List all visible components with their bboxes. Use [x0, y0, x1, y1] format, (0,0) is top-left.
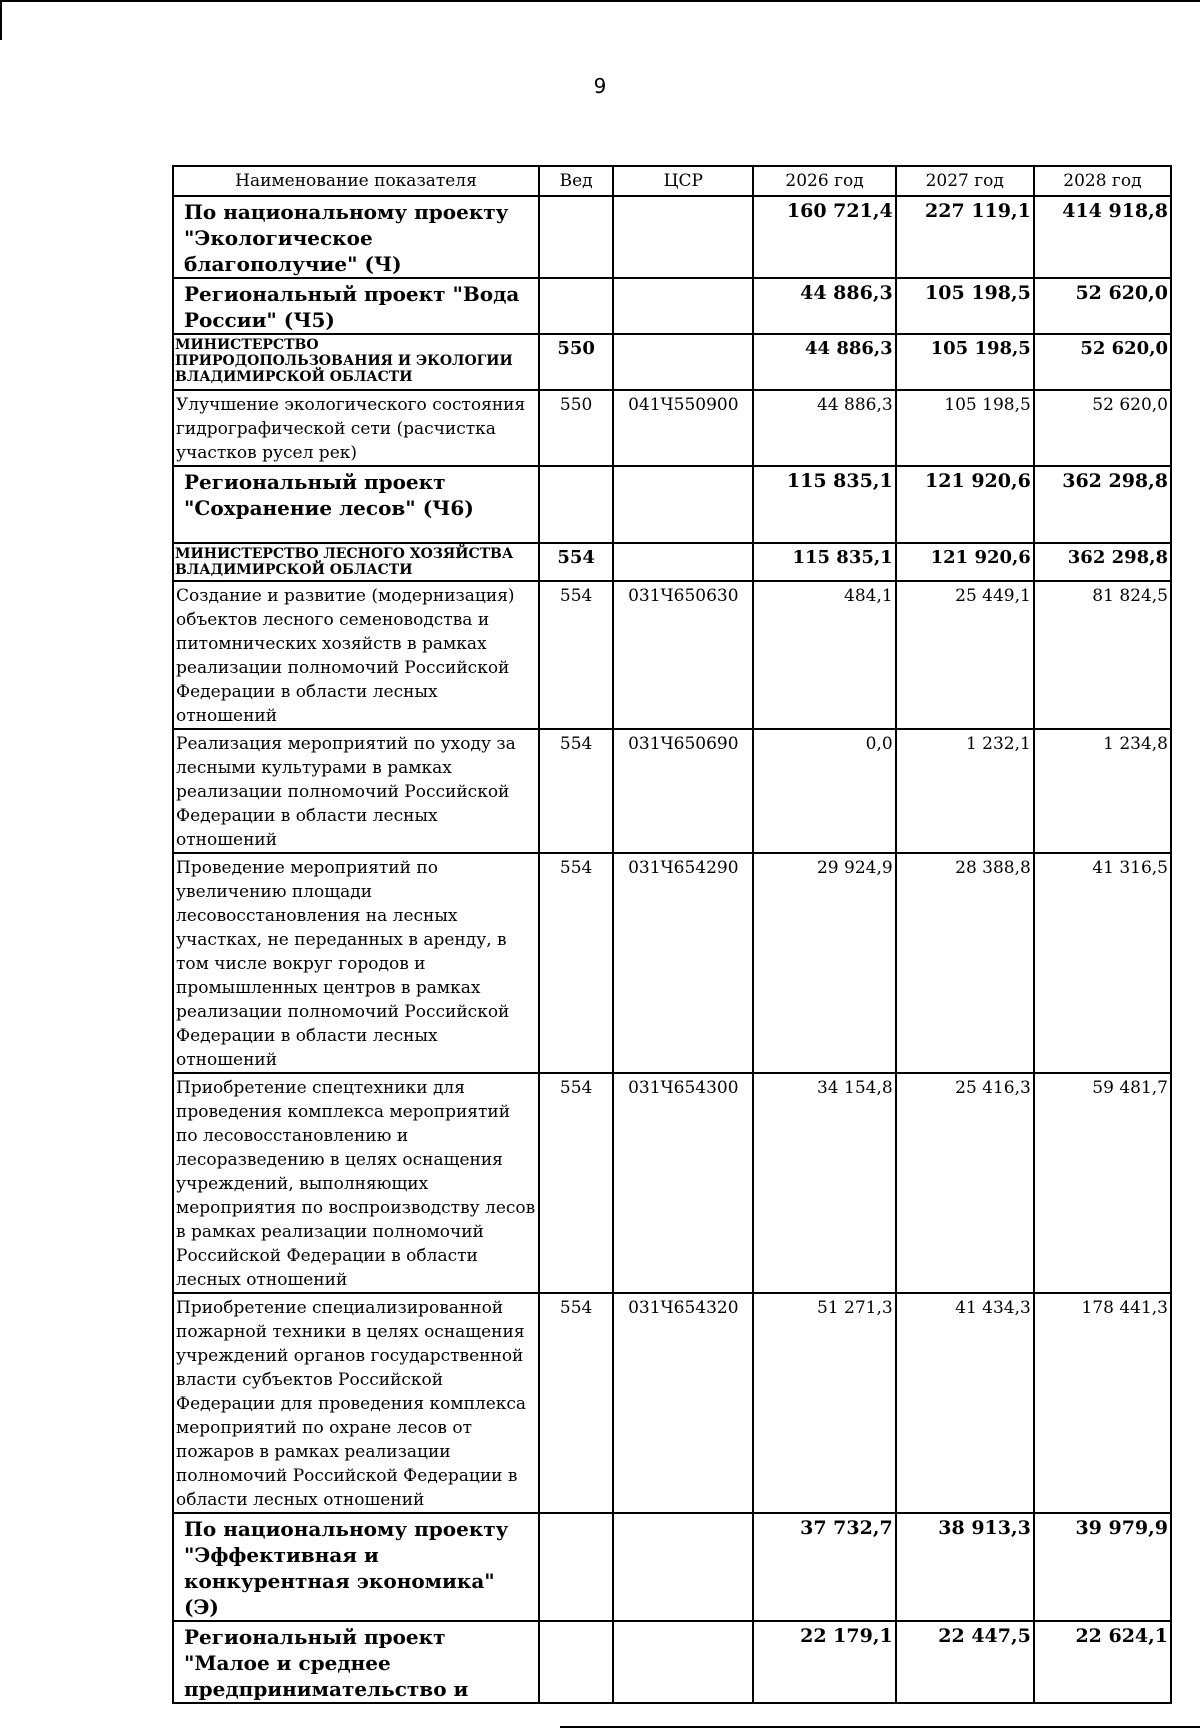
- row-2027: 121 920,6: [896, 543, 1034, 581]
- row-2027: 105 198,5: [896, 390, 1034, 466]
- table-row: [173, 581, 1171, 729]
- table-row: [173, 729, 1171, 853]
- row-name: Приобретение спецтехники для проведения комплекса мероприятий по лесовосстановлению и лесоразведению в целях оснащения учреждений, выполняющих мероприятия по воспроизводству лесов в рамках реализации полномочий Российской Федерации в области лесных отношений: [173, 1073, 539, 1293]
- row-2026: 37 732,7: [753, 1513, 895, 1621]
- row-2028: 52 620,0: [1034, 334, 1171, 390]
- row-ved: 554: [539, 729, 613, 853]
- row-csr: [613, 466, 753, 543]
- row-2027: 22 447,5: [896, 1621, 1034, 1703]
- row-2027: 41 434,3: [896, 1293, 1034, 1513]
- row-2028: 39 979,9: [1034, 1513, 1171, 1621]
- table-row: [173, 390, 1171, 466]
- row-2026: 34 154,8: [753, 1073, 895, 1293]
- row-2028: 178 441,3: [1034, 1293, 1171, 1513]
- top-border-line: [0, 0, 1200, 2]
- row-ved: 554: [539, 853, 613, 1073]
- row-2027: 28 388,8: [896, 853, 1034, 1073]
- row-csr: 041Ч550900: [613, 390, 753, 466]
- row-ved: 550: [539, 334, 613, 390]
- row-csr: [613, 1621, 753, 1703]
- row-name: Проведение мероприятий по увеличению площади лесовосстановления на лесных участках, не переданных в аренду, в том числе вокруг городов и промышленных центров в рамках реализации полномочий Российской Федерации в области лесных отношений: [173, 853, 539, 1073]
- row-ved: [539, 196, 613, 278]
- row-name: Улучшение экологического состояния гидрографической сети (расчистка участков русел рек): [173, 390, 539, 466]
- row-ved: [539, 1621, 613, 1703]
- row-name: По национальному проекту "Эффективная и конкурентная экономика" (Э): [173, 1513, 539, 1621]
- row-2026: 44 886,3: [753, 278, 895, 334]
- row-2028: 52 620,0: [1034, 278, 1171, 334]
- row-2026: 115 835,1: [753, 466, 895, 543]
- row-2026: 51 271,3: [753, 1293, 895, 1513]
- row-csr: [613, 1513, 753, 1621]
- table-row: [173, 278, 1171, 334]
- row-2028: 41 316,5: [1034, 853, 1171, 1073]
- row-2026: 29 924,9: [753, 853, 895, 1073]
- row-2026: 44 886,3: [753, 390, 895, 466]
- row-2028: 81 824,5: [1034, 581, 1171, 729]
- left-border-line: [0, 0, 2, 40]
- row-csr: [613, 278, 753, 334]
- row-2026: 0,0: [753, 729, 895, 853]
- row-2026: 115 835,1: [753, 543, 895, 581]
- row-2028: 362 298,8: [1034, 543, 1171, 581]
- table-row: [173, 196, 1171, 278]
- row-2027: 1 232,1: [896, 729, 1034, 853]
- row-name: Региональный проект "Сохранение лесов" (Ч6): [173, 466, 539, 543]
- header-2027: 2027 год: [896, 166, 1034, 196]
- row-2026: 160 721,4: [753, 196, 895, 278]
- row-ved: [539, 1513, 613, 1621]
- row-2027: 25 449,1: [896, 581, 1034, 729]
- row-2028: 1 234,8: [1034, 729, 1171, 853]
- header-ved: Вед: [539, 166, 613, 196]
- header-csr: ЦСР: [613, 166, 753, 196]
- table-row: [173, 1073, 1171, 1293]
- table-header-row: [173, 166, 1171, 196]
- table-row: [173, 334, 1171, 390]
- row-2026: 44 886,3: [753, 334, 895, 390]
- row-name: Приобретение специализированной пожарной техники в целях оснащения учреждений органов государственной власти субъектов Российской Федерации для проведения комплекса мероприятий по охране лесов от пожаров в рамках реализации полномочий Российской Федерации в области лесных отношений: [173, 1293, 539, 1513]
- row-name: Создание и развитие (модернизация) объектов лесного семеноводства и питомнических хозяйств в рамках реализации полномочий Российской Федерации в области лесных отношений: [173, 581, 539, 729]
- row-2027: 38 913,3: [896, 1513, 1034, 1621]
- row-csr: 031Ч654290: [613, 853, 753, 1073]
- row-2028: 22 624,1: [1034, 1621, 1171, 1703]
- row-2026: 22 179,1: [753, 1621, 895, 1703]
- table-row: [173, 853, 1171, 1073]
- row-ved: [539, 278, 613, 334]
- row-ved: 550: [539, 390, 613, 466]
- row-2027: 25 416,3: [896, 1073, 1034, 1293]
- row-csr: [613, 334, 753, 390]
- row-csr: 031Ч654300: [613, 1073, 753, 1293]
- row-csr: 031Ч654320: [613, 1293, 753, 1513]
- row-name: Региональный проект "Малое и среднее предпринимательство и: [173, 1621, 539, 1703]
- table-row: [173, 1621, 1171, 1703]
- row-name: МИНИСТЕРСТВО ЛЕСНОГО ХОЗЯЙСТВА ВЛАДИМИРСКОЙ ОБЛАСТИ: [173, 543, 539, 581]
- row-2028: 362 298,8: [1034, 466, 1171, 543]
- table-row: [173, 1293, 1171, 1513]
- row-2028: 414 918,8: [1034, 196, 1171, 278]
- row-2026: 484,1: [753, 581, 895, 729]
- header-2026: 2026 год: [753, 166, 895, 196]
- row-csr: 031Ч650690: [613, 729, 753, 853]
- header-name: Наименование показателя: [173, 166, 539, 196]
- page-number: 9: [593, 74, 607, 98]
- row-2027: 105 198,5: [896, 334, 1034, 390]
- row-name: Реализация мероприятий по уходу за лесными культурами в рамках реализации полномочий Российской Федерации в области лесных отношений: [173, 729, 539, 853]
- row-2027: 227 119,1: [896, 196, 1034, 278]
- budget-table: [172, 165, 1172, 1704]
- row-name: МИНИСТЕРСТВО ПРИРОДОПОЛЬЗОВАНИЯ И ЭКОЛОГИИ ВЛАДИМИРСКОЙ ОБЛАСТИ: [173, 334, 539, 390]
- row-name: По национальному проекту "Экологическое благополучие" (Ч): [173, 196, 539, 278]
- row-ved: 554: [539, 543, 613, 581]
- row-2027: 105 198,5: [896, 278, 1034, 334]
- row-2028: 52 620,0: [1034, 390, 1171, 466]
- row-2028: 59 481,7: [1034, 1073, 1171, 1293]
- row-csr: [613, 543, 753, 581]
- row-csr: [613, 196, 753, 278]
- row-2027: 121 920,6: [896, 466, 1034, 543]
- table-row: [173, 543, 1171, 581]
- table-row: [173, 1513, 1171, 1621]
- row-name: Региональный проект "Вода России" (Ч5): [173, 278, 539, 334]
- row-csr: 031Ч650630: [613, 581, 753, 729]
- row-ved: 554: [539, 1293, 613, 1513]
- row-ved: 554: [539, 1073, 613, 1293]
- table-row: [173, 466, 1171, 543]
- row-ved: 554: [539, 581, 613, 729]
- header-2028: 2028 год: [1034, 166, 1171, 196]
- row-ved: [539, 466, 613, 543]
